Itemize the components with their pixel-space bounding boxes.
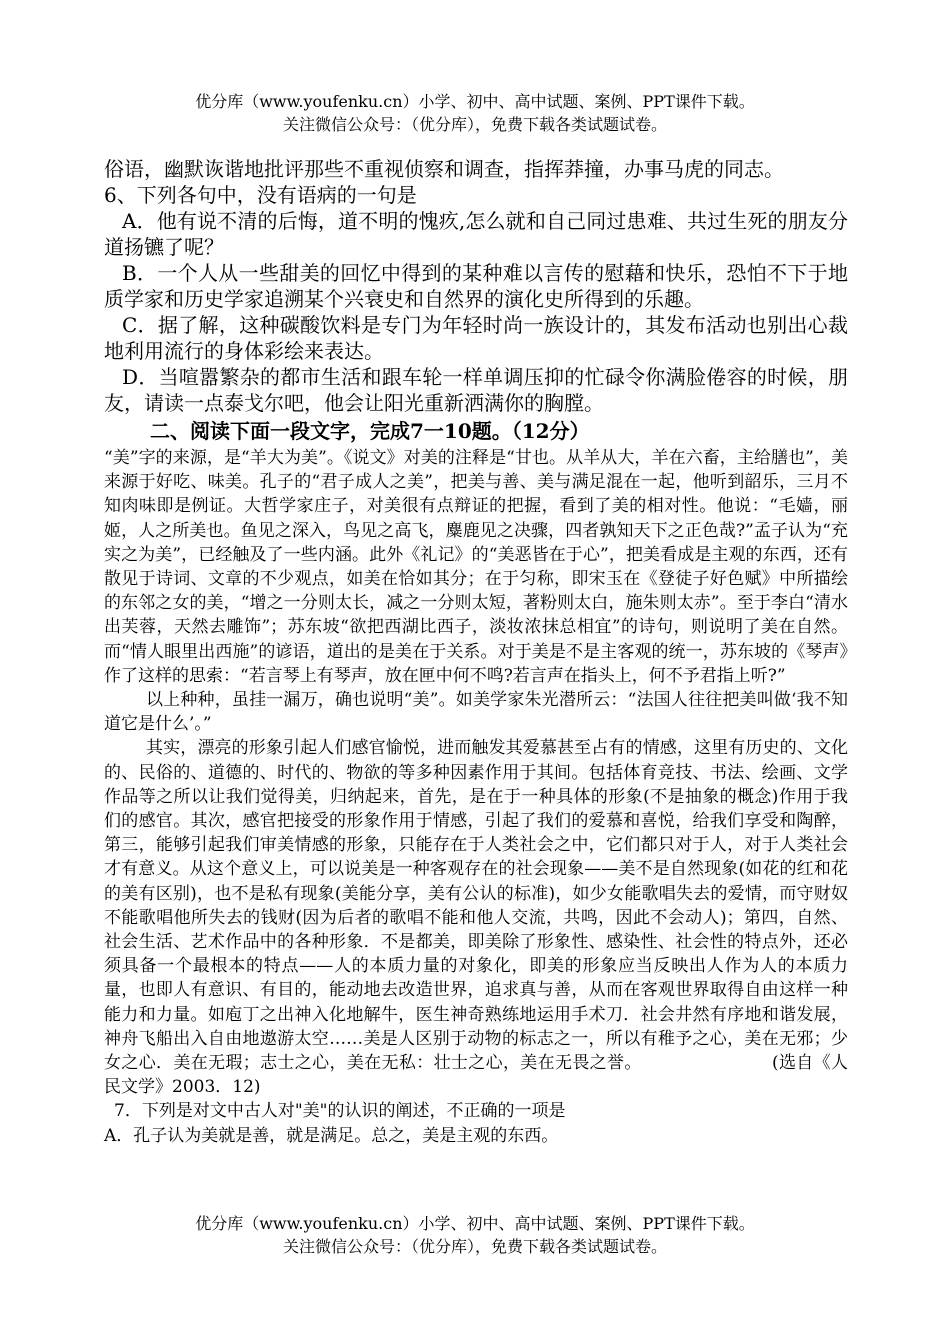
q6-option-b: B．一个人从一些甜美的回忆中得到的某种难以言传的慰藉和快乐，恐怕不下于地质学家和历史学家追溯某个兴衰史和自然界的演化史所得到的乐趣。 <box>104 261 848 311</box>
question-7 <box>104 1099 848 1147</box>
header-line-1: 优分库（www.youfenku.cn）小学、初中、高中试题、案例、PPT课件下载。 <box>195 92 755 111</box>
q7-option-a: A．孔子认为美就是善，就是满足。总之，美是主观的东西。 <box>104 1125 559 1146</box>
reading-section <box>104 416 848 1099</box>
page-header <box>0 90 950 136</box>
q6-option-a: A．他有说不清的后悔，道不明的愧疚,怎么就和自己同过患难、共过生死的朋友分道扬镳了呢？ <box>104 209 848 259</box>
header-line-2: 关注微信公众号：（优分库），免费下载各类试题试卷。 <box>282 115 667 134</box>
q6-stem: 6、下列各句中，没有语病的一句是 <box>104 183 417 207</box>
q6-option-c: C．据了解，这种碳酸饮料是专门为年轻时尚一族设计的，其发布活动也别出心裁地利用流行的身体彩绘来表达。 <box>104 313 848 363</box>
page-content <box>104 156 848 1148</box>
passage-paragraph-1: “美”字的来源，是“羊大为美”。《说文》对美的注释是“甘也。从羊从大，羊在六畜，主给膳也”，美来源于好吃、味美。孔子的“君子成人之美”，把美与善、美与满足混在一起，他听到韶乐，三月不知肉味即是例证。大哲学家庄子，对美很有点辩证的把握，看到了美的相对性。他说：“毛嫱，丽姬，人之所美也。鱼见之深入，鸟见之高飞，麋鹿见之决骤，四者孰知天下之正色哉?”孟子认为“充实之为美”，已经触及了一些内涵。此外《礼记》的“美恶皆在于心”，把美看成是主观的东西，还有散见于诗词、文章的不少观点，如美在恰如其分；在于匀称，即宋玉在《登徒子好色赋》中所描绘的东邻之女的美，“增之一分则太长，减之一分则太短，著粉则太白，施朱则太赤”。至于李白“清水出芙蓉，天然去雕饰”；苏东坡“欲把西湖比西子，淡妆浓抹总相宜”的诗句，则说明了美在自然。而“情人眼里出西施”的谚语，道出的是美在于关系。对于美是不是主客观的统一，苏东坡的《琴声》作了这样的思索：“若言琴上有琴声，放在匣中何不鸣?若言声在指头上，何不予君指上听?” <box>104 448 848 686</box>
question-6 <box>104 182 848 416</box>
intro-tail: 俗语，幽默诙谐地批评那些不重视侦察和调查，指挥莽撞，办事马虎的同志。 <box>104 157 784 181</box>
q6-option-d: D．当喧嚣繁杂的都市生活和跟车轮一样单调压抑的忙碌令你满脸倦容的时候，朋友，请读一点泰戈尔吧，他会让阳光重新洒满你的胸膛。 <box>104 365 848 415</box>
q7-stem: 7．下列是对文中古人对"美"的认识的阐述，不正确的一项是 <box>114 1101 566 1122</box>
passage-source: (选自《人民文学》2003．12) <box>104 1053 848 1098</box>
section-title: 二、阅读下面一段文字，完成7一10题。（12分） <box>150 419 590 443</box>
page-footer <box>0 1212 950 1258</box>
passage-paragraph-3-text: 其实，漂亮的形象引起人们感官愉悦，进而触发其爱慕甚至占有的情感，这里有历史的、文化的、民俗的、道德的、时代的、物欲的等多种因素作用于其间。包括体育竞技、书法、绘画、文学作品等之所以让我们觉得美，归纳起来，首先，是在于一种具体的形象(不是抽象的概念)作用于我们的感官。其次，感官把接受的形象作用于情感，引起了我们的爱慕和喜悦，给我们享受和陶醉，第三，能够引起我们审美情感的形象，只能存在于人类社会之中，它们都只对于人，对于人类社会才有意义。从这个意义上，可以说美是一种客观存在的社会现象——美不是自然现象(如花的红和花的美有区别)，也不是私有现象(美能分享，美有公认的标准)，如少女能歌唱失去的爱情，而守财奴不能歌唱他所失去的钱财(因为后者的歌唱不能和他人交流，共鸣，因此不会动人)；第四，自然、社会生活、艺术作品中的各种形象．不是都美，即美除了形象性、感染性、社会性的特点外，还必须具备一个最根本的特点——人的本质力量的对象化，即美的形象应当反映出人作为人的本质力量，也即人有意识、有目的，能动地去改造世界，追求真与善，从而在客观世界取得自由这样一种能力和力量。如庖丁之出神入化地解牛，医生神奇熟练地运用手术刀．社会井然有序地和谐发展，神舟飞船出入自由地遨游太空……美是人区别于动物的标志之一，所以有稚予之心，美在无邪；少女之心．美在无瑕；志士之心，美在无私：壮士之心，美在无畏之誉。 <box>104 738 848 1074</box>
footer-line-2: 关注微信公众号：（优分库），免费下载各类试题试卷。 <box>282 1237 667 1256</box>
passage-paragraph-3 <box>104 736 848 1099</box>
passage-paragraph-2: 以上种种，虽挂一漏万，确也说明“美”。如美学家朱光潜所云：“法国人往往把美叫做‘我不知道它是什么’。” <box>104 690 848 735</box>
footer-line-1: 优分库（www.youfenku.cn）小学、初中、高中试题、案例、PPT课件下载。 <box>195 1214 755 1233</box>
